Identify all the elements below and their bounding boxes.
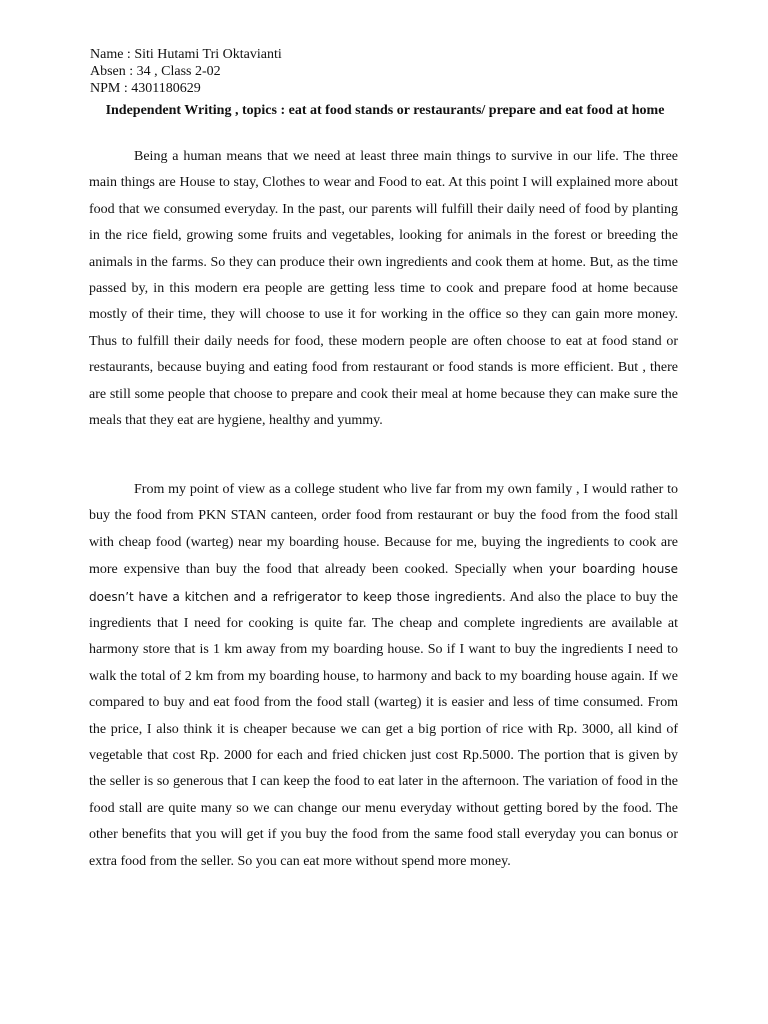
paragraph-2: [89, 477, 678, 875]
student-info: [90, 46, 690, 97]
student-npm: NPM : 4301180629: [90, 81, 201, 96]
paragraph-1: Being a human means that we need at least three main things to survive in our life. The three main things are House to stay, Clothes to wear and Food to eat. At this point I will explained more about food that we consumed everyday. In the past, our parents will fulfill their daily need of food by planting in the rice field, growing some fruits and vegetables, looking for animals in the forest or breeding the animals in the farms. So they can produce their own ingredients and cook them at home. But, as the time passed by, in this modern era people are getting less time to cook and prepare food at home because mostly of their time, they will choose to use it for working in the office so they can gain more money. Thus to fulfill their daily needs for food, these modern people are often choose to eat at food stand or restaurants, because buying and eating food from restaurant or food stands is more efficient. But , there are still some people that choose to prepare and cook their meal at home because they can make sure the meals that they eat are hygiene, healthy and yummy.: [89, 149, 678, 429]
paragraph-2-part-2: your boarding house doesn’t have a kitchen and a refrigerator to keep those ingredients.: [89, 562, 679, 604]
essay-title: Independent Writing , topics : eat at food stands or restaurants/ prepare and eat food at home: [105, 103, 665, 118]
paragraph-2-part-1: From my point of view as a college student who live far from my own family , I would rather to buy the food from PKN STAN canteen, order food from restaurant or buy the food from the food stall with cheap food (warteg) near my boarding house. Because for me, buying the ingredients to cook are more expensive than buy the food that already been cooked. Specially when: [89, 482, 678, 578]
student-name: Name : Siti Hutami Tri Oktavianti: [90, 47, 282, 62]
paragraph-2-part-3: And also the place to buy the ingredients that I need for cooking is quite far. The cheap and complete ingredients are available at harmony store that is 1 km away from my boarding house. So if I want to buy the ingredients I need to walk the total of 2 km from my boarding house, to harmony and back to my boarding house again. If we compared to buy and eat food from the food stall (warteg) it is easier and less of time consumed. From the price, I also think it is cheaper because we can get a big portion of rice with Rp. 3000, all kind of vegetable that cost Rp. 2000 for each and fried chicken just cost Rp.5000. The portion that is given by the seller is so generous that I can keep the food to eat later in the afternoon. The variation of food in the food stall are quite many so we can change our menu everyday without getting bored by the food. The other benefits that you will get if you buy the food from the same food stall everyday you can bonus or extra food from the seller. So you can eat more without spend more money.: [89, 589, 678, 869]
student-absen-class: Absen : 34 , Class 2-02: [90, 64, 221, 79]
